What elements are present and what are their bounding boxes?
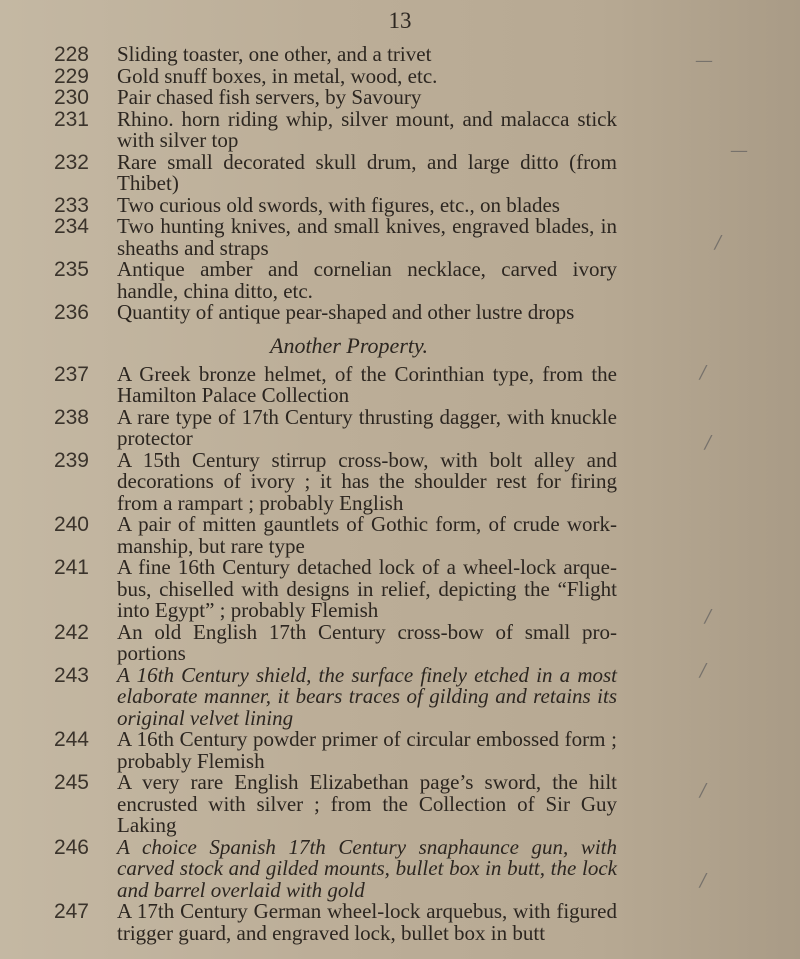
lot-description: A 16th Century powder primer of circular embossed form ; probably Flemish (117, 727, 617, 773)
handwritten-note: / (715, 232, 722, 253)
lot-number: 245 (53, 771, 89, 794)
lot-number: 233 (53, 193, 89, 217)
lot-row (0, 192, 800, 217)
lot-description: Pair chased fish servers, by Savoury (117, 85, 422, 109)
lot-row (0, 619, 800, 665)
lot-row (0, 149, 800, 195)
lot-row (0, 106, 800, 152)
lot-number: 238 (53, 405, 89, 429)
lot-description: Gold snuff boxes, in metal, wood, etc. (117, 63, 438, 88)
page-number: 13 (388, 8, 412, 33)
lot-row (0, 302, 800, 324)
lot-description: An old English 17th Century cross-bow of small pro-portions (117, 619, 617, 665)
lot-description: A 15th Century stirrup cross-bow, with bolt alley and decorations of ivory ; it has the shoulder rest for firing from a rampart ; probably English (117, 447, 617, 515)
lot-row (0, 834, 800, 902)
lot-number: 243 (53, 663, 89, 687)
lot-number: 239 (53, 448, 89, 472)
lot-number: 232 (53, 150, 89, 174)
lot-row (0, 729, 800, 772)
lot-description: Rare small decorated skull drum, and large ditto (from Thibet) (117, 149, 617, 195)
lot-description: Antique amber and cornelian necklace, carved ivory handle, china ditto, etc. (117, 257, 617, 303)
lot-description: Quantity of antique pear-shaped and other lustre drops (117, 300, 575, 324)
lot-number: 244 (53, 728, 89, 751)
lot-description: A 16th Century shield, the surface finely etched in a most elaborate manner, it bears traces of gilding and retains its original velvet lining (117, 662, 617, 730)
handwritten-note: / (700, 660, 707, 681)
handwritten-note: / (705, 606, 712, 627)
lot-row (0, 63, 800, 88)
lot-number: 235 (53, 258, 89, 281)
lot-number: 240 (53, 513, 89, 536)
lot-description: A pair of mitten gauntlets of Gothic form, of crude work-manship, but rare type (117, 512, 617, 558)
lot-row (0, 662, 800, 730)
handwritten-note: / (700, 362, 707, 383)
lot-list (0, 44, 800, 944)
lot-row (0, 87, 800, 109)
lot-number: 237 (53, 362, 89, 386)
lot-description: A Greek bronze helmet, of the Corinthian type, from the Hamilton Palace Collection (117, 361, 617, 407)
lot-row (0, 259, 800, 302)
lot-description: Sliding toaster, one other, and a trivet (117, 42, 432, 66)
lot-row (0, 361, 800, 407)
lot-group-general (0, 44, 800, 324)
handwritten-note: / (700, 870, 707, 891)
section-heading: Another Property. (270, 332, 429, 358)
lot-row (0, 901, 800, 944)
handwritten-note: — (730, 140, 748, 161)
lot-description: Two hunting knives, and small knives, engraved blades, in sheaths and straps (117, 214, 617, 260)
lot-number: 231 (53, 107, 89, 131)
lot-row (0, 404, 800, 450)
lot-row (0, 216, 800, 259)
lot-group-another-property (0, 361, 800, 945)
lot-number: 228 (53, 43, 89, 66)
lot-number: 242 (53, 620, 89, 644)
lot-description: A very rare English Elizabethan page’s sword, the hilt encrusted with silver ; from the Collection of Sir Guy Laking (117, 770, 617, 837)
handwritten-note: — (695, 50, 713, 71)
lot-number: 229 (53, 64, 89, 88)
lot-description: A fine 16th Century detached lock of a wheel-lock arque-bus, chiselled with designs in relief, depicting the “Flight into Egypt” ; probably Flemish (117, 555, 617, 622)
handwritten-note: / (700, 780, 707, 801)
lot-number: 230 (53, 86, 89, 109)
lot-description: A choice Spanish 17th Century snaphaunce gun, with carved stock and gilded mounts, bullet box in butt, the lock and barrel overlaid with gold (117, 834, 617, 902)
lot-row (0, 557, 800, 622)
lot-description: A 17th Century German wheel-lock arquebus, with figured trigger guard, and engraved lock, bullet box in butt (117, 899, 617, 945)
lot-row (0, 514, 800, 557)
lot-row (0, 447, 800, 515)
lot-number: 247 (53, 900, 89, 923)
lot-description: Two curious old swords, with figures, etc., on blades (117, 192, 560, 217)
handwritten-note: / (705, 432, 712, 453)
lot-number: 241 (53, 556, 89, 579)
lot-number: 246 (53, 835, 89, 859)
lot-description: Rhino. horn riding whip, silver mount, and malacca stick with silver top (117, 106, 617, 152)
lot-number: 236 (53, 301, 89, 324)
lot-description: A rare type of 17th Century thrusting dagger, with knuckle protector (117, 404, 617, 450)
lot-row (0, 44, 800, 66)
lot-row (0, 772, 800, 837)
lot-number: 234 (53, 215, 89, 238)
